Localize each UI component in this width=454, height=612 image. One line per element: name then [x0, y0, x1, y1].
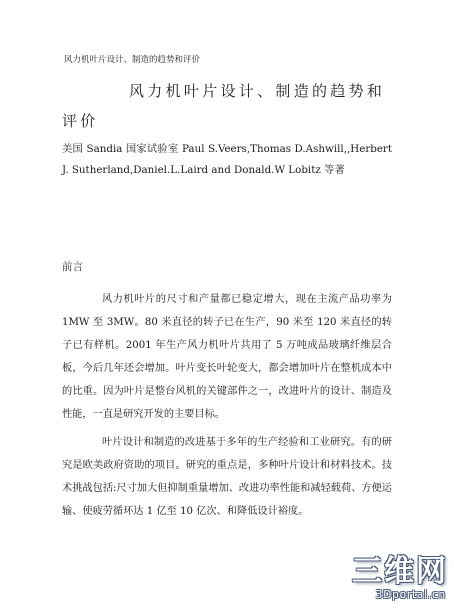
watermark-url: 3Dportal.cn [375, 589, 446, 601]
document-title: 风力机叶片设计、制造的趋势和评价 [62, 82, 386, 130]
running-header: 风力机叶片设计、制造的趋势和评价 [64, 55, 201, 65]
author-line: 美国 Sandia 国家试验室 Paul S.Veers,Thomas D.Ashwill,,Herbert J. Sutherland,Daniel.L.Laird and Donald.W Lobitz 等著 [62, 143, 392, 176]
paragraph: 叶片设计和制造的改进基于多年的生产经验和工业研究。有的研究是欧美政府资助的项目。研究的重点是，多种叶片设计和材料技术。技术挑战包括:尺寸加大但抑制重量增加、改进功率性能和减轻载荷、方便运输、使疲劳循环达 1 亿至 10 亿次、和降低设计裕度。 [62, 437, 392, 517]
watermark-logo [344, 556, 448, 606]
watermark-logo-text: 三维网 [352, 554, 448, 589]
paragraph: 风力机叶片的尺寸和产量都已稳定增大，现在主流产品功率为 1MW 至 3MW。80 米直径的转子已在生产，90 米至 120 米直径的转子已有样机。2001 年生产风力机叶片共用了 5 万吨成品玻璃纤维层合板，今后几年还会增加。叶片变长叶轮变大，都会增加叶片在整机成本中的比重。因为叶片是整台风机的关键部件之一，改进叶片的设计、制造及性能，一直是研究开发的主要目标。 [62, 294, 392, 420]
section-heading: 前言 [62, 261, 83, 273]
